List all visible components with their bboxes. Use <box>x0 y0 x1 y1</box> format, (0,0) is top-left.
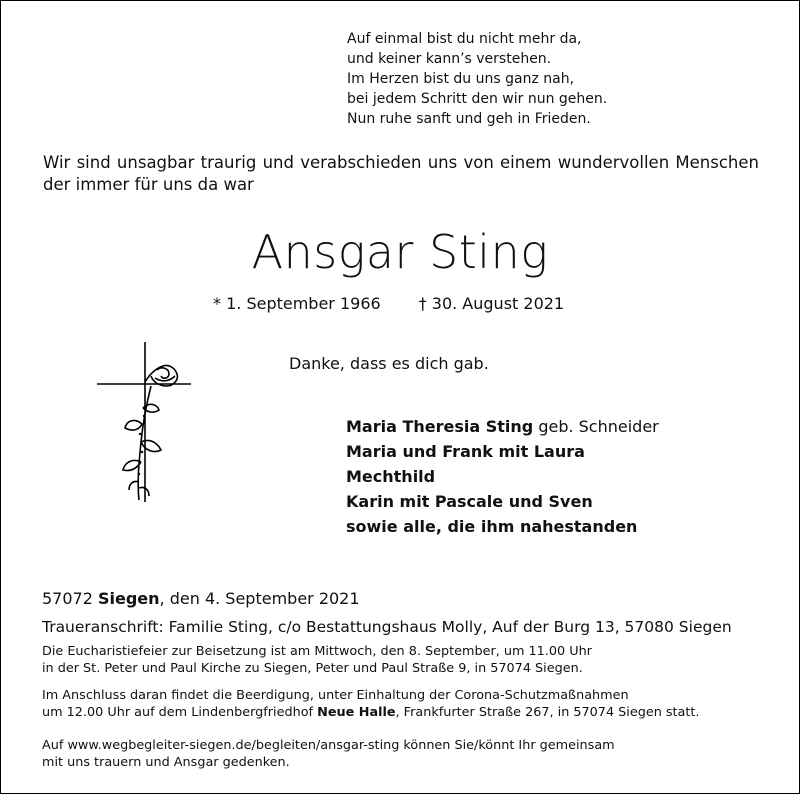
intro-text: Wir sind unsagbar traurig und verabschieden uns von einem wundervollen Menschen der immer für uns da war <box>43 153 759 194</box>
city: Siegen <box>97 589 160 608</box>
mourner-maiden-name: geb. Schneider <box>533 417 659 436</box>
service-line: in der St. Peter und Paul Kirche zu Siegen, Peter und Paul Straße 9, in 57074 Siegen. <box>42 661 583 676</box>
poem-line: Nun ruhe sanft und geh in Frieden. <box>347 111 591 127</box>
deceased-name: Ansgar Sting <box>251 225 549 279</box>
mourner-line: Mechthild <box>346 467 436 486</box>
burial-line: Im Anschluss daran findet die Beerdigung, unter Einhaltung der Corona-Schutzmaßnahmen <box>42 688 629 703</box>
poem-line: Auf einmal bist du nicht mehr da, <box>347 31 582 47</box>
burial-line <box>42 704 700 721</box>
thanks-text: Danke, dass es dich gab. <box>289 354 489 373</box>
notice-date: , den 4. September 2021 <box>159 589 360 608</box>
mourning-address: Traueranschrift: Familie Sting, c/o Bestattungshaus Molly, Auf der Burg 13, 57080 Siegen <box>42 618 732 636</box>
service-line: Die Eucharistiefeier zur Beisetzung ist am Mittwoch, den 8. September, um 11.00 Uhr <box>42 644 592 659</box>
death-date: † 30. August 2021 <box>418 294 565 313</box>
burial-text: , Frankfurter Straße 267, in 57074 Siegen statt. <box>395 705 700 720</box>
zip-code: 57072 <box>42 589 98 608</box>
poem <box>347 29 607 129</box>
mourner-line: sowie alle, die ihm nahestanden <box>346 517 638 536</box>
life-dates <box>213 294 564 313</box>
poem-line: bei jedem Schritt den wir nun gehen. <box>347 91 608 107</box>
cross-with-rose-icon <box>95 342 195 507</box>
poem-line: Im Herzen bist du uns ganz nah, <box>347 71 575 87</box>
mourner-name: Maria Theresia Sting <box>346 417 534 436</box>
poem-line: und keiner kann’s verstehen. <box>347 51 552 67</box>
mourners-list <box>346 414 659 539</box>
mourner-line: Maria und Frank mit Laura <box>346 442 585 461</box>
online-line: mit uns trauern und Ansgar gedenken. <box>42 755 290 770</box>
burial-text: um 12.00 Uhr auf dem Lindenbergfriedhof <box>42 705 318 720</box>
burial-hall: Neue Halle <box>317 705 396 720</box>
place-and-date <box>42 589 360 608</box>
burial-info <box>42 687 700 721</box>
online-info <box>42 737 615 771</box>
service-info <box>42 643 592 677</box>
birth-date: * 1. September 1966 <box>213 294 381 313</box>
mourner-line: Karin mit Pascale und Sven <box>346 492 593 511</box>
mourner-line <box>346 414 659 439</box>
online-line: Auf www.wegbegleiter-siegen.de/begleiten/ansgar-sting können Sie/könnt Ihr gemeinsam <box>42 738 615 753</box>
